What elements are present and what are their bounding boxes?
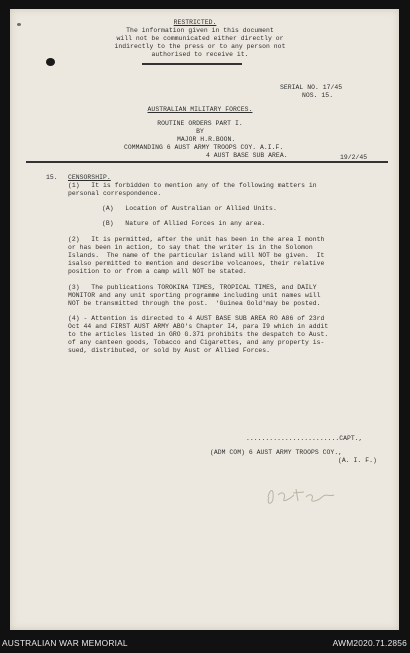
para1-sub-a: (A) Location of Australian or Allied Units.	[102, 205, 277, 212]
handwritten-signature	[260, 475, 350, 515]
para2-line-5: position to or from a camp will NOT be stated.	[68, 268, 247, 275]
para4-line-2: Oct 44 and FIRST AUST ARMY ABO's Chapter I4, para I9 which in addit	[68, 323, 329, 330]
para3-line-2: MONITOR and any unit sporting programme including unit names will	[68, 292, 321, 299]
restriction-heading: RESTRICTED.	[173, 19, 217, 26]
restriction-line-2: will not be communicated either directly or	[116, 35, 284, 42]
area-line: 4 AUST BASE SUB AREA.	[206, 152, 288, 159]
item-number: 15.	[46, 174, 58, 181]
document-page	[10, 9, 399, 630]
para4-line-5: sued, distributed, or sold by Aust or Allied Forces.	[68, 347, 271, 354]
rank-name: MAJOR H.R.BOON.	[177, 136, 236, 143]
para4-line-1: (4) - Attention is directed to 4 AUST BASE SUB AREA RO A86 of 23rd	[68, 315, 325, 322]
para2-line-2: or has been in action, to say that the writer is in the Solomon	[68, 244, 313, 251]
orders-by: BY	[196, 128, 204, 135]
restriction-divider	[142, 63, 242, 65]
force-heading: AUSTRALIAN MILITARY FORCES.	[147, 106, 253, 113]
signature-capt: ........................CAPT.,	[246, 435, 363, 442]
orders-title: ROUTINE ORDERS PART I.	[157, 120, 243, 127]
item-heading: CENSORSHIP.	[68, 174, 111, 181]
restriction-line-1: The information given in this document	[126, 27, 274, 34]
header-divider	[26, 161, 388, 163]
serial-number: SERIAL NO. 17/45	[280, 84, 343, 91]
commanding-line: COMMANDING 6 AUST ARMY TROOPS COY. A.I.F.	[124, 144, 284, 151]
restriction-line-4: authorised to receive it.	[151, 51, 249, 58]
para3-line-1: (3) The publications TOROKINA TIMES, TROPICAL TIMES, and DAILY	[68, 284, 317, 291]
para2-line-4: isalso permitted to mention and describe volcanoes, their relative	[68, 260, 325, 267]
punch-hole	[46, 58, 55, 66]
signature-unit: (ADM COM) 6 AUST ARMY TROOPS COY.,	[210, 449, 343, 456]
para2-line-3: Islands. The name of the particular island will NOT be given. It	[68, 252, 325, 259]
nos-number: NOS. 15.	[302, 92, 334, 99]
para4-line-3: to the articles listed in GRO G.371 prohibits the despatch to Aust.	[68, 331, 329, 338]
footer-accession-number: AWM2020.71.2856	[332, 638, 407, 648]
order-date: 19/2/45	[340, 154, 368, 161]
para1-line-2: personal correspondence.	[68, 190, 162, 197]
para2-line-1: (2) It is permitted, after the unit has been in the area I month	[68, 236, 325, 243]
punch-hole-small	[17, 23, 21, 26]
para4-line-4: of any canteen goods, Tobacco and Cigarettes, and any property is-	[68, 339, 325, 346]
footer-institution: AUSTRALIAN WAR MEMORIAL	[2, 638, 128, 648]
para1-line-1: (1) It is forbidden to mention any of the following matters in	[68, 182, 317, 189]
para3-line-3: NOT be transmitted through the post. 'Guinea Gold'may be posted.	[68, 300, 321, 307]
signature-aif: (A. I. F.)	[338, 457, 377, 464]
para1-sub-b: (B) Nature of Allied Forces in any area.	[102, 220, 266, 227]
restriction-line-3: indirectly to the press or to any person not	[114, 43, 286, 50]
